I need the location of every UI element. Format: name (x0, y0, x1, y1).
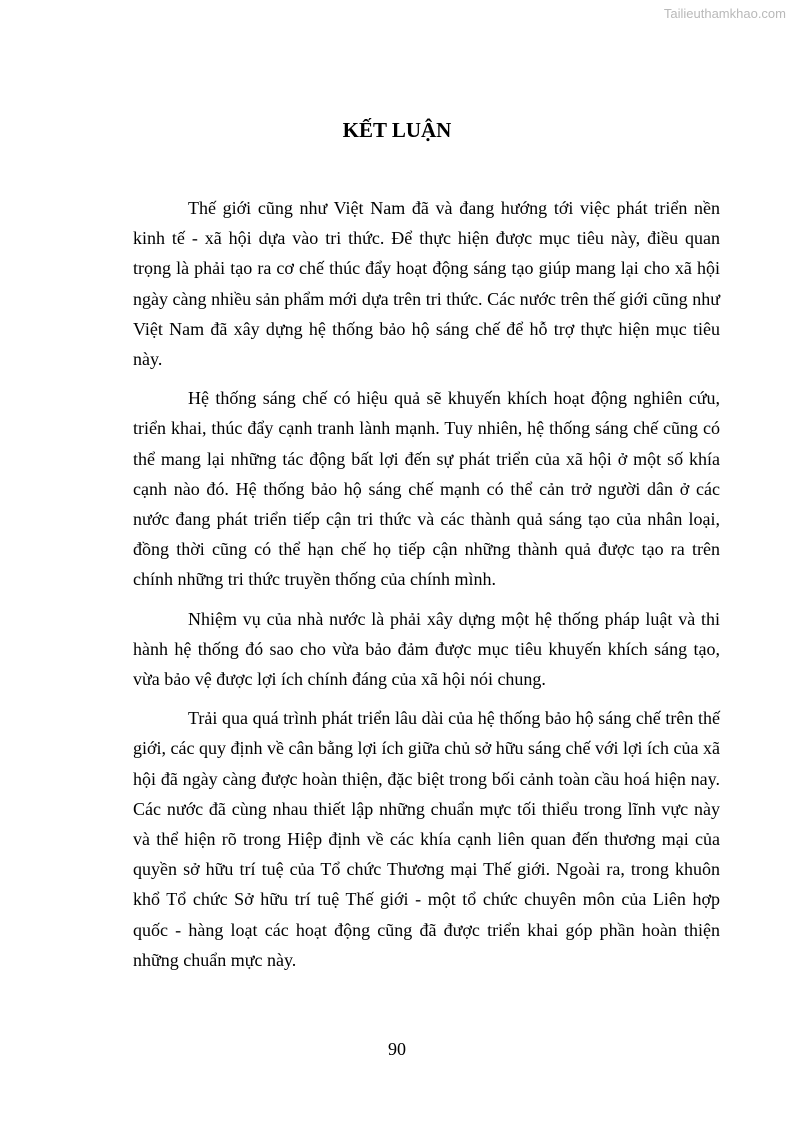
page-number: 90 (388, 1039, 406, 1059)
document-body (133, 193, 720, 984)
paragraph: Hệ thống sáng chế có hiệu quả sẽ khuyến khích hoạt động nghiên cứu, triển khai, thúc đẩy cạnh tranh lành mạnh. Tuy nhiên, hệ thống sáng chế cũng có thể mang lại những tác động bất lợi đến sự phát triển của xã hội ở một số khía cạnh nào đó. Hệ thống bảo hộ sáng chế mạnh có thể cản trở người dân ở các nước đang phát triển tiếp cận tri thức và các thành quả sáng tạo của nhân loại, đồng thời cũng có thể hạn chế họ tiếp cận những thành quả được tạo ra trên chính những tri thức truyền thống của chính mình. (133, 388, 720, 590)
watermark: Tailieuthamkhao.com (663, 6, 786, 21)
paragraph: Thế giới cũng như Việt Nam đã và đang hướng tới việc phát triển nền kinh tế - xã hội dựa vào tri thức. Để thực hiện được mục tiêu này, điều quan trọng là phải tạo ra cơ chế thúc đẩy hoạt động sáng tạo giúp mang lại cho xã hội ngày càng nhiều sản phẩm mới dựa trên tri thức. Các nước trên thế giới cũng như Việt Nam đã xây dựng hệ thống bảo hộ sáng chế để hỗ trợ thực hiện mục tiêu này. (133, 198, 720, 370)
paragraph: Nhiệm vụ của nhà nước là phải xây dựng một hệ thống pháp luật và thi hành hệ thống đó sao cho vừa bảo đảm được mục tiêu khuyến khích sáng tạo, vừa bảo vệ được lợi ích chính đáng của xã hội nói chung. (133, 608, 720, 690)
paragraph: Trải qua quá trình phát triển lâu dài của hệ thống bảo hộ sáng chế trên thế giới, các quy định về cân bằng lợi ích giữa chủ sở hữu sáng chế với lợi ích của xã hội đã ngày càng được hoàn thiện, đặc biệt trong bối cảnh toàn cầu hoá hiện nay. Các nước đã cùng nhau thiết lập những chuẩn mực tối thiểu trong lĩnh vực này và thể hiện rõ trong Hiệp định về các khía cạnh liên quan đến thương mại của quyền sở hữu trí tuệ của Tổ chức Thương mại Thế giới. Ngoài ra, trong khuôn khổ Tổ chức Sở hữu trí tuệ Thế giới - một tổ chức chuyên môn của Liên hợp quốc - hàng loạt các hoạt động cũng đã được triển khai góp phần hoàn thiện những chuẩn mực này. (133, 708, 720, 970)
page-title: KẾT LUẬN (342, 118, 452, 142)
